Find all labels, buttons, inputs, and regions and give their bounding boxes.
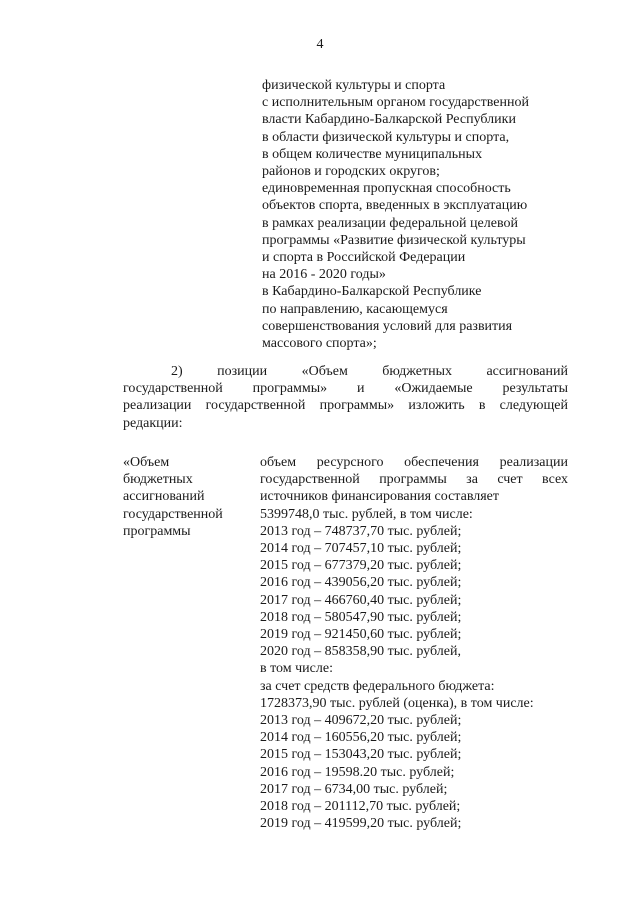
label-line: «Объем xyxy=(123,455,170,470)
label-line: государственной xyxy=(123,506,223,522)
text-line: на 2016 - 2020 годы» xyxy=(262,267,386,283)
value-word: программы xyxy=(379,472,447,488)
text-line: единовременная пропускная способность xyxy=(262,181,511,197)
value-line xyxy=(260,454,568,471)
text-line: массового спорта»; xyxy=(262,336,377,352)
value-word: обеспечения xyxy=(404,455,479,470)
value-line: 2016 год – 19598.20 тыс. рублей; xyxy=(260,764,455,780)
label-line: ассигнований xyxy=(123,489,205,505)
value-line: 2015 год – 153043,20 тыс. рублей; xyxy=(260,747,462,763)
paragraph-line xyxy=(123,380,568,397)
value-line: 2014 год – 707457,10 тыс. рублей; xyxy=(260,541,462,557)
value-line: за счет средств федерального бюджета: xyxy=(260,678,495,694)
text-line: власти Кабардино-Балкарской Республики xyxy=(262,112,516,128)
paragraph-word: «Ожидаемые xyxy=(394,381,473,397)
paragraph-word: результаты xyxy=(502,381,568,397)
value-line: 2013 год – 748737,70 тыс. рублей; xyxy=(260,523,462,539)
label-line: программы xyxy=(123,523,191,539)
intro-block xyxy=(262,77,592,352)
position-label xyxy=(123,454,253,540)
value-line: 2013 год – 409672,20 тыс. рублей; xyxy=(260,713,462,729)
value-line: 2018 год – 580547,90 тыс. рублей; xyxy=(260,609,462,625)
text-line: районов и городских округов; xyxy=(262,164,440,180)
value-word: ресурсного xyxy=(316,455,384,470)
value-line: источников финансирования составляет xyxy=(260,489,499,505)
paragraph-line xyxy=(123,363,568,380)
paragraph-word: ассигнований xyxy=(486,364,568,379)
page-number: 4 xyxy=(316,37,324,52)
value-word: всех xyxy=(542,472,568,488)
paragraph-line xyxy=(123,397,568,414)
text-line: и спорта в Российской Федерации xyxy=(262,250,466,266)
paragraph-word: программы» xyxy=(319,398,395,414)
value-line: 2015 год – 677379,20 тыс. рублей; xyxy=(260,558,462,574)
value-line: 2018 год – 201112,70 тыс. рублей; xyxy=(260,799,461,815)
position-value xyxy=(260,454,568,832)
paragraph-line: редакции: xyxy=(123,415,183,431)
paragraph-word: в xyxy=(478,398,486,414)
value-line: 2017 год – 6734,00 тыс. рублей; xyxy=(260,781,448,797)
value-line xyxy=(260,471,568,488)
value-line: 2019 год – 419599,20 тыс. рублей; xyxy=(260,816,462,832)
paragraph-word: государственной xyxy=(205,398,306,414)
text-line: в рамках реализации федеральной целевой xyxy=(262,215,518,231)
value-line: 5399748,0 тыс. рублей, в том числе: xyxy=(260,506,473,522)
paragraph-word: «Объем xyxy=(301,364,348,379)
text-line: объектов спорта, введенных в эксплуатацию xyxy=(262,198,528,214)
paragraph-word: изложить xyxy=(408,398,465,414)
value-line: 2020 год – 858358,90 тыс. рублей, xyxy=(260,644,461,660)
value-line: 1728373,90 тыс. рублей (оценка), в том числе: xyxy=(260,695,534,711)
value-word: объем xyxy=(260,455,297,470)
value-word: реализации xyxy=(499,455,568,470)
paragraph-word: позиции xyxy=(217,364,268,379)
value-line: 2017 год – 466760,40 тыс. рублей; xyxy=(260,592,462,608)
value-word: за xyxy=(466,472,478,488)
text-line: программы «Развитие физической культуры xyxy=(262,232,526,248)
paragraph-word: 2) xyxy=(171,364,183,379)
text-line: физической культуры и спорта xyxy=(262,78,446,93)
paragraph-word: программы» xyxy=(252,381,328,397)
value-line: в том числе: xyxy=(260,661,333,677)
value-word: государственной xyxy=(260,472,360,488)
value-line: 2019 год – 921450,60 тыс. рублей; xyxy=(260,627,462,643)
paragraph-word: и xyxy=(357,381,365,397)
text-line: в Кабардино-Балкарской Республике xyxy=(262,284,482,300)
text-line: совершенствования условий для развития xyxy=(262,318,513,334)
label-line: бюджетных xyxy=(123,472,193,488)
value-line: 2016 год – 439056,20 тыс. рублей; xyxy=(260,575,462,591)
value-line: 2014 год – 160556,20 тыс. рублей; xyxy=(260,730,462,746)
paragraph-word: бюджетных xyxy=(382,364,452,379)
paragraph-word: реализации xyxy=(123,398,192,414)
value-word: счет xyxy=(497,472,523,488)
text-line: в области физической культуры и спорта, xyxy=(262,129,510,145)
amendment-paragraph xyxy=(123,363,568,432)
text-line: по направлению, касающемуся xyxy=(262,301,448,317)
paragraph-word: государственной xyxy=(123,381,223,397)
text-line: в общем количестве муниципальных xyxy=(262,146,483,162)
text-line: с исполнительным органом государственной xyxy=(262,95,529,111)
paragraph-word: следующей xyxy=(499,398,568,414)
